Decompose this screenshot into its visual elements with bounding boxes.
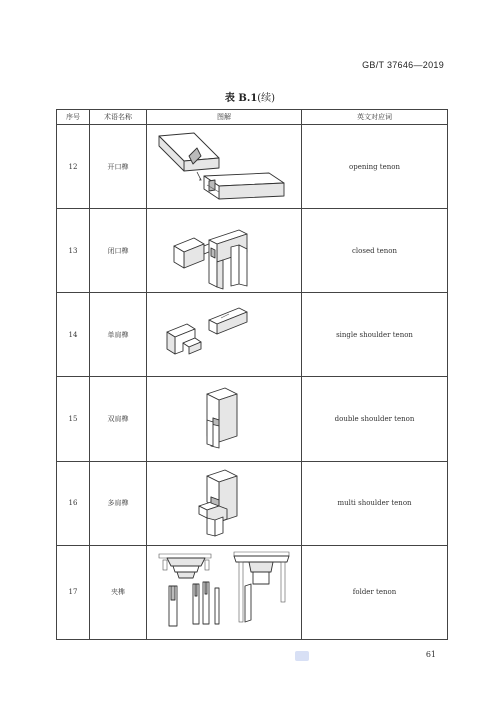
row-term: 闭口榫 <box>90 209 147 293</box>
single-shoulder-tenon-diagram <box>147 293 302 377</box>
table-row <box>57 461 448 545</box>
row-english: opening tenon <box>302 125 448 209</box>
terms-table <box>56 109 448 640</box>
row-english: closed tenon <box>302 209 448 293</box>
column-header-term: 术语名称 <box>90 110 147 125</box>
watermark-logo <box>295 651 309 661</box>
multi-shoulder-tenon-diagram <box>147 461 302 545</box>
table-row <box>57 545 448 639</box>
row-number: 14 <box>57 293 90 377</box>
column-header-figure: 图解 <box>147 110 302 125</box>
column-header-english: 英文对应词 <box>302 110 448 125</box>
row-english: folder tenon <box>302 545 448 639</box>
row-number: 15 <box>57 377 90 461</box>
table-row <box>57 209 448 293</box>
page-number: 61 <box>425 650 436 659</box>
row-english: multi shoulder tenon <box>302 461 448 545</box>
table-title-label: 表 B.1 <box>224 93 258 104</box>
column-header-number: 序号 <box>57 110 90 125</box>
row-english: double shoulder tenon <box>302 377 448 461</box>
row-term: 单肩榫 <box>90 293 147 377</box>
closed-tenon-diagram <box>147 209 302 293</box>
double-shoulder-tenon-diagram <box>147 377 302 461</box>
table-row <box>57 377 448 461</box>
row-number: 13 <box>57 209 90 293</box>
opening-tenon-diagram <box>147 125 302 209</box>
row-number: 17 <box>57 545 90 639</box>
row-number: 16 <box>57 461 90 545</box>
table-title-suffix: (续) <box>257 93 276 104</box>
row-english: single shoulder tenon <box>302 293 448 377</box>
folder-tenon-diagram <box>147 545 302 639</box>
table-row <box>57 293 448 377</box>
row-term: 双肩榫 <box>90 377 147 461</box>
row-term: 夹榫 <box>90 545 147 639</box>
table-title <box>0 89 500 104</box>
table-row <box>57 125 448 209</box>
row-term: 开口榫 <box>90 125 147 209</box>
row-number: 12 <box>57 125 90 209</box>
row-term: 多肩榫 <box>90 461 147 545</box>
table-header-row <box>57 110 448 125</box>
standard-code: GB/T 37646—2019 <box>362 60 444 70</box>
